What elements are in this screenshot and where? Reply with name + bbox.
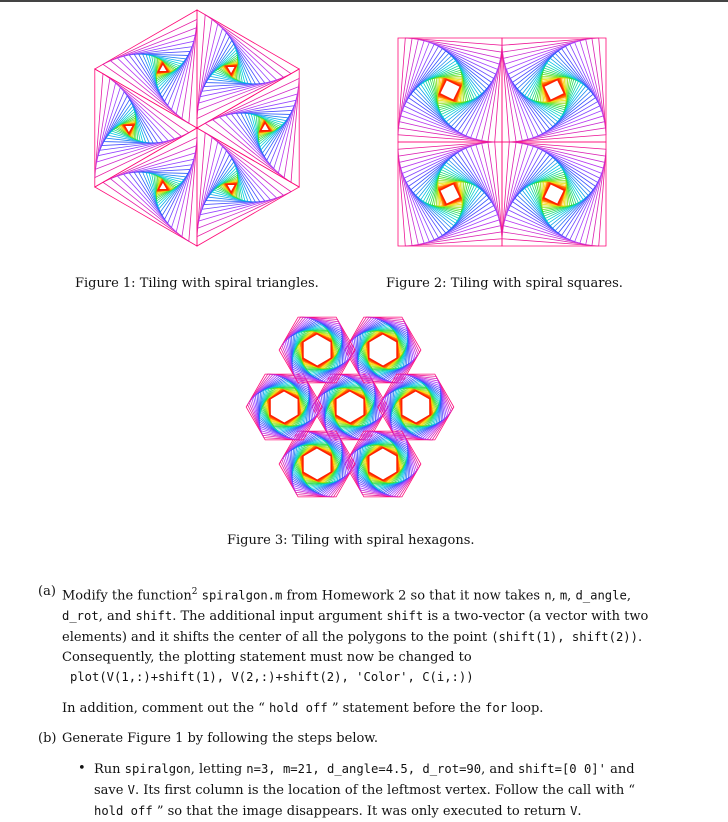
spiral-ring bbox=[369, 334, 397, 367]
spiral-triangle bbox=[95, 10, 197, 128]
spiral-ring bbox=[411, 51, 489, 129]
spiral-ring bbox=[416, 56, 484, 124]
code-for: for bbox=[485, 701, 508, 715]
spiral-ring bbox=[505, 145, 603, 243]
part-a-t8: is a two-vector (a vector with two elements) and it shifts the center of all the polygons to the point bbox=[62, 609, 649, 646]
part-b-title: Generate Figure 1 by following the steps below. bbox=[62, 731, 379, 746]
code-hold-off-2: hold off bbox=[94, 804, 153, 818]
b-t1: Run bbox=[94, 762, 125, 777]
spiral-ring bbox=[508, 44, 599, 135]
spiral-ring bbox=[520, 56, 588, 124]
code-args: n=3, m=21, d_angle=4.5, d_rot=90 bbox=[246, 762, 482, 776]
spiral-ring bbox=[423, 167, 476, 220]
code-shift: shift bbox=[135, 609, 173, 624]
spiral-ring bbox=[527, 167, 580, 220]
after-t3: loop. bbox=[507, 701, 544, 716]
code-shift-point: (shift(1), shift(2)) bbox=[491, 630, 638, 645]
code-d-rot: d_rot bbox=[62, 609, 99, 624]
spiral-hexagon bbox=[345, 431, 421, 497]
figure-3-spiral-hexagons bbox=[234, 305, 466, 510]
spiral-hexagon bbox=[246, 374, 322, 440]
b-t2: , letting bbox=[190, 762, 247, 777]
part-a-t4: , bbox=[567, 588, 576, 604]
after-t2: ” statement before the bbox=[327, 701, 486, 716]
code-shift-value: shift=[0 0]' bbox=[517, 762, 606, 776]
figure-3-caption: Figure 3: Tiling with spiral hexagons. bbox=[227, 533, 475, 548]
footnote-mark: 2 bbox=[191, 587, 198, 597]
spiral-ring bbox=[303, 334, 331, 367]
part-a-text bbox=[62, 582, 662, 668]
spiral-ring bbox=[510, 46, 597, 133]
plot-statement-code: plot(V(1,:)+shift(1), V(2,:)+shift(2), 'Color', C(i,:)) bbox=[70, 670, 474, 684]
spiral-square bbox=[398, 38, 502, 142]
spiral-ring bbox=[515, 155, 593, 233]
spiral-ring bbox=[505, 41, 603, 139]
spiral-ring bbox=[303, 448, 331, 481]
figure-1-caption: Figure 1: Tiling with spiral triangles. bbox=[75, 276, 319, 291]
spiral-ring bbox=[401, 145, 499, 243]
spiral-hexagon bbox=[312, 374, 388, 440]
spiral-ring bbox=[270, 391, 298, 424]
spiral-square bbox=[502, 142, 606, 246]
spiral-hexagon bbox=[378, 374, 454, 440]
part-a-after-text bbox=[62, 698, 543, 719]
code-V-2: V bbox=[570, 804, 578, 818]
code-spiralgon: spiralgon bbox=[124, 762, 191, 776]
code-V: V bbox=[127, 783, 135, 797]
after-t1: In addition, comment out the “ bbox=[62, 701, 269, 716]
spiral-ring bbox=[515, 51, 593, 129]
code-shift-2: shift bbox=[386, 609, 424, 624]
code-d-angle: d_angle bbox=[575, 588, 627, 603]
spiral-ring bbox=[411, 155, 489, 233]
b-t3: , and bbox=[481, 762, 518, 777]
b-t5: . Its first column is the location of the leftmost vertex. Follow the call with “ bbox=[134, 783, 635, 798]
spiral-ring bbox=[520, 160, 588, 228]
spiral-ring bbox=[401, 41, 499, 139]
part-b-label: (b) bbox=[38, 731, 57, 746]
part-a-t9: . Consequently, the plotting statement must now be changed to bbox=[62, 630, 643, 666]
part-a-t1: Modify the function bbox=[62, 588, 192, 604]
spiral-ring bbox=[423, 63, 476, 116]
part-a-t7: . The additional input argument bbox=[172, 609, 387, 625]
spiral-ring bbox=[369, 448, 397, 481]
code-m: m bbox=[559, 588, 568, 603]
part-a-t2: from Homework 2 so that it now takes bbox=[282, 588, 545, 604]
spiral-square bbox=[502, 38, 606, 142]
figure-2-caption: Figure 2: Tiling with spiral squares. bbox=[386, 276, 623, 291]
b-t4: and save bbox=[94, 762, 635, 798]
spiral-ring bbox=[336, 391, 364, 424]
spiral-ring bbox=[406, 46, 493, 133]
spiral-hexagon bbox=[279, 317, 355, 383]
spiral-ring bbox=[508, 148, 599, 239]
part-a-t5: , bbox=[626, 588, 631, 604]
spiral-ring bbox=[527, 63, 580, 116]
bullet-marker: • bbox=[78, 761, 86, 776]
figure-2-spiral-squares bbox=[397, 37, 607, 247]
code-n: n bbox=[544, 588, 552, 603]
part-a-t3: , bbox=[551, 588, 560, 604]
spiral-square bbox=[398, 142, 502, 246]
page-top-rule bbox=[0, 0, 728, 2]
figure-1-spiral-triangles bbox=[88, 8, 306, 248]
b-t6: ” so that the image disappears. It was only executed to return bbox=[152, 804, 571, 819]
b-t7: . bbox=[577, 804, 582, 819]
part-a-label: (a) bbox=[38, 584, 56, 599]
spiral-hexagon bbox=[279, 431, 355, 497]
spiral-ring bbox=[510, 150, 597, 237]
spiral-ring bbox=[404, 44, 495, 135]
spiral-ring bbox=[404, 148, 495, 239]
spiral-ring bbox=[416, 160, 484, 228]
spiral-hexagon bbox=[345, 317, 421, 383]
part-b-bullet-text bbox=[94, 759, 662, 822]
code-spiralgon-file: spiralgon.m bbox=[201, 588, 283, 603]
part-a-t6: , and bbox=[98, 609, 136, 625]
spiral-ring bbox=[402, 391, 430, 424]
spiral-triangle bbox=[197, 128, 299, 246]
code-hold-off: hold off bbox=[268, 701, 328, 715]
spiral-ring bbox=[406, 150, 493, 237]
